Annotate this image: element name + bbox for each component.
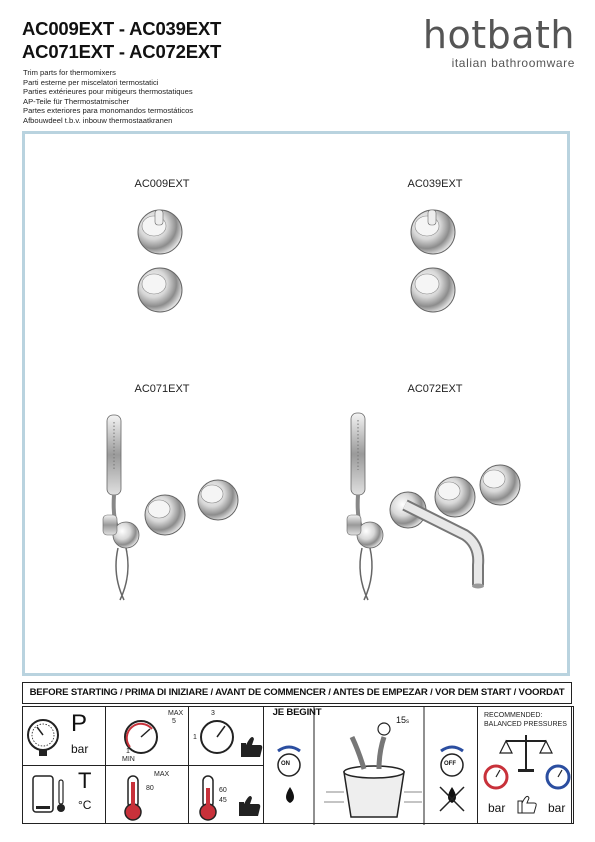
cell-flush-pipes [263,706,478,824]
gauge1-max-label: MAX [168,710,184,717]
ac072ext-knob-2 [480,465,520,505]
thermo2-low: 45 [219,797,227,804]
ac072ext-knob-1 [435,477,475,517]
thermometer-ok-icon [189,766,265,825]
pressure-symbol: P [71,710,88,737]
bar-right: bar [548,801,566,815]
ac009ext-knob-top [138,210,182,254]
bar-left: bar [488,801,506,815]
thermo2-high: 60 [219,787,227,794]
balanced-label: BALANCED PRESSURES [484,721,567,728]
ac039ext-knob-bottom [411,268,455,312]
subtitle-es: Partes exteriores para monomandos termostáticos [23,106,194,116]
flush-time [396,715,409,725]
water-drop-icon [286,787,294,803]
pressure-unit: bar [71,742,89,756]
product-label-ac039ext: AC039EXT [407,178,463,190]
ac071ext-knob-1 [145,495,185,535]
product-label-ac071ext: AC071EXT [134,383,190,395]
ac039ext-knob-top [411,210,455,254]
ac072ext-hand-shower [347,413,383,600]
thermo1-value: 80 [146,785,154,792]
thermo1-max-label: MAX [154,771,170,778]
cell-boiler-temp [22,765,106,824]
subtitle-de: AP-Teile für Thermostatmischer [23,96,130,106]
gauge1-min-label: MIN [122,756,135,763]
thermometer-max-icon [106,766,190,825]
ac071ext-hand-shower [103,415,139,600]
ac009ext-knob-bottom [138,268,182,312]
thumbs-up-outline-icon [518,796,536,813]
gauge2-high: 3 [211,710,215,717]
gauge2-low: 1 [193,734,197,741]
title-line-1: AC009EXT - AC039EXT [22,18,222,39]
thumbs-up-icon-2 [239,796,260,816]
product-label-ac009ext: AC009EXT [134,178,190,190]
pressure-gauge-icon [23,707,107,767]
flush-time-value: 15 [396,715,407,725]
clock-icon [378,723,390,735]
cell-balanced-pressures [477,706,574,824]
title-line-2: AC071EXT - AC072EXT [22,41,222,62]
cell-pressure-gauge [22,706,106,766]
brand-name: hotbath [422,13,575,57]
brand-tagline: italian bathroomware [451,56,575,70]
temp-symbol: T [78,768,92,793]
boiler-icon [23,766,107,825]
gauge1-max-value: 5 [172,718,176,725]
off-label: OFF [444,761,456,767]
cell-pressure-ok [188,706,264,766]
temp-unit: °C [78,798,92,812]
flush-time-unit: s [406,719,410,725]
subtitle-en: Trim parts for thermomixers [23,68,116,77]
product-label-ac072ext: AC072EXT [407,383,463,395]
subtitle-nl: Afbouwdeel t.b.v. inbouw thermostaatkranen [23,115,173,125]
cell-pressure-range [105,706,189,766]
subtitle-it: Parti esterne per miscelatori termostatici [23,77,159,87]
recommended-label: RECOMMENDED: [484,712,543,719]
subtitle-fr: Parties extérieures pour mitigeurs thermostatiques [23,87,193,97]
before-starting-banner: BEFORE STARTING / PRIMA DI INIZIARE / AVANT DE COMMENCER / ANTES DE EMPEZAR / VOR DEM START / VOORDAT JE BEGINT [22,682,572,704]
ac071ext-knob-2 [198,480,238,520]
pressure-ok-gauge-icon [189,707,265,767]
thermometer-icon [59,780,63,804]
cell-temp-ok [188,765,264,824]
instruction-grid [22,706,572,824]
cell-temp-max [105,765,189,824]
thumbs-up-icon [241,737,262,757]
gauge1-min-value: 1 [126,748,130,755]
on-label: ON [281,761,290,767]
